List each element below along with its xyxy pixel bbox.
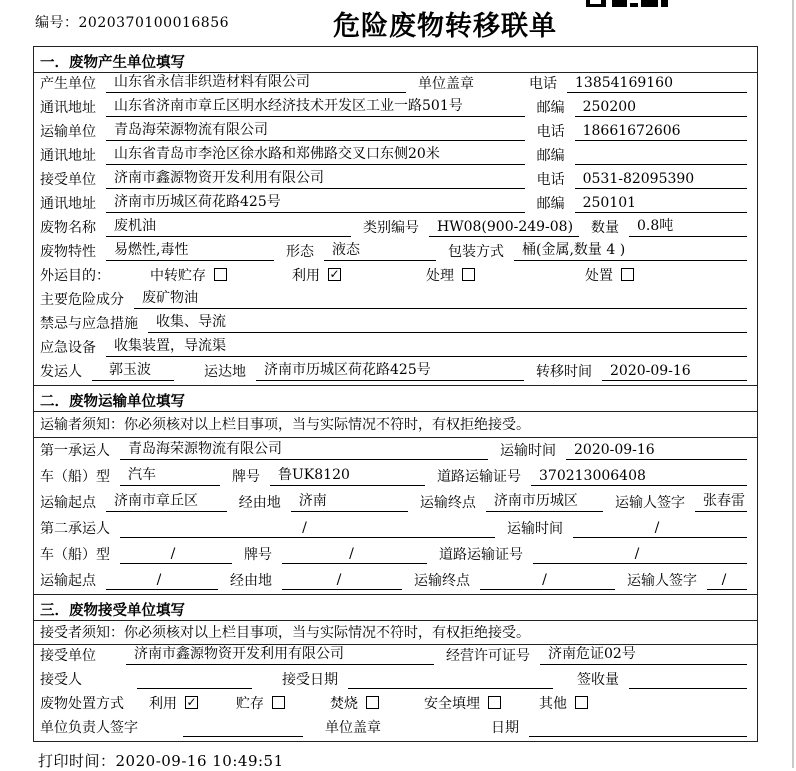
license-number-value: 济南危证02号 xyxy=(540,643,747,665)
first-via-label: 经由地 xyxy=(238,495,281,511)
section-receiver-title: 三．废物接受单位填写 xyxy=(34,595,757,621)
disposal-storage-label: 贮存 xyxy=(236,696,264,712)
first-plate-value: 鲁UK8120 xyxy=(270,464,425,486)
print-time-value: 2020-09-16 10:49:51 xyxy=(115,752,284,770)
disposal-option-utilize xyxy=(149,693,198,713)
waste-form-label: 形态 xyxy=(286,244,314,260)
manifest-form xyxy=(33,46,758,742)
receiver-phone-label: 电话 xyxy=(536,172,565,188)
unit-seal-label: 单位盖章 xyxy=(418,76,474,92)
waste-name-value: 废机油 xyxy=(106,215,351,237)
transport-unit-label: 运输单位 xyxy=(40,124,96,140)
row-receiver-unit xyxy=(34,169,757,193)
doc-number xyxy=(35,12,229,32)
first-carrier-label: 第一承运人 xyxy=(40,443,110,459)
first-destination-value: 济南市历城区 xyxy=(486,490,603,512)
second-origin-value: / xyxy=(106,572,218,590)
purpose-treat-label: 处理 xyxy=(426,268,454,284)
transporter-notice-text: 运输者须知：你必须核对以上栏目事项，当与实际情况不符时，有权拒绝接受。 xyxy=(40,416,530,433)
second-destination-label: 运输终点 xyxy=(414,573,470,589)
first-origin-value: 济南市章丘区 xyxy=(106,490,227,512)
row-first-route xyxy=(34,490,757,516)
row-first-vehicle xyxy=(34,464,757,490)
disposal-option-other xyxy=(539,693,588,713)
first-vehicle-type-value: 汽车 xyxy=(120,464,220,486)
first-road-permit-label: 道路运输证号 xyxy=(437,469,521,485)
arrival-place-label: 运达地 xyxy=(204,364,246,380)
arrival-place-value: 济南市历城区荷花路425号 xyxy=(256,359,524,381)
disposal-option-landfill xyxy=(424,693,501,713)
disposal-storage-checkbox[interactable] xyxy=(272,696,285,709)
second-destination-value: / xyxy=(480,572,615,590)
second-signature-label: 运输人签字 xyxy=(627,573,697,589)
row-receiver-address xyxy=(34,193,757,217)
row-emergency-measures xyxy=(34,313,757,337)
first-destination-label: 运输终点 xyxy=(419,495,476,511)
generator-zip-label: 邮编 xyxy=(536,100,565,116)
document-header xyxy=(0,0,796,46)
disposal-other-label: 其他 xyxy=(539,696,567,712)
unit-seal2-label: 单位盖章 xyxy=(325,720,381,736)
transporter-zip-value xyxy=(575,161,747,165)
first-road-permit-value: 370213006408 xyxy=(531,468,747,486)
row-second-vehicle xyxy=(34,542,757,568)
row-disposal-method xyxy=(34,693,757,717)
purpose-option-transit-storage xyxy=(150,265,227,285)
purpose-dispose-checkbox[interactable] xyxy=(621,268,634,281)
row-main-hazard xyxy=(34,289,757,313)
row-accepting-unit xyxy=(34,645,757,669)
disposal-utilize-checkbox[interactable]: ✓ xyxy=(186,695,197,709)
receiver-address-label: 通讯地址 xyxy=(40,196,96,212)
second-carrier-label: 第二承运人 xyxy=(40,521,110,537)
purpose-utilize-label: 利用 xyxy=(292,268,320,284)
generator-zip-value: 250200 xyxy=(575,99,747,117)
transfer-time-label: 转移时间 xyxy=(536,364,592,380)
row-receiver-notice xyxy=(34,621,757,645)
receiver-zip-value: 250101 xyxy=(575,195,747,213)
row-transporter-address xyxy=(34,145,757,169)
disposal-incinerate-checkbox[interactable] xyxy=(366,696,379,709)
row-transporter-notice xyxy=(34,412,757,438)
accept-date-value xyxy=(348,685,553,689)
waste-form-value: 液态 xyxy=(324,239,436,261)
packing-label: 包装方式 xyxy=(448,244,504,260)
second-plate-label: 牌号 xyxy=(244,547,272,563)
receiver-zip-label: 邮编 xyxy=(536,196,565,212)
row-waste-name xyxy=(34,217,757,241)
doc-number-label: 编号： xyxy=(35,15,79,31)
disposal-option-incinerate xyxy=(330,693,379,713)
quantity-label: 数量 xyxy=(591,220,619,236)
first-origin-label: 运输起点 xyxy=(40,495,96,511)
second-road-permit-label: 道路运输证号 xyxy=(439,547,523,563)
purpose-utilize-checkbox[interactable]: ✓ xyxy=(329,267,340,281)
first-via-value: 济南 xyxy=(291,490,408,512)
generator-unit-label: 产生单位 xyxy=(40,76,96,92)
second-via-value: / xyxy=(282,572,402,590)
row-transfer-purpose xyxy=(34,265,757,289)
main-hazard-value: 废矿物油 xyxy=(134,287,747,309)
second-via-label: 经由地 xyxy=(230,573,272,589)
generator-phone-label: 电话 xyxy=(529,76,557,92)
purpose-option-utilize xyxy=(292,265,341,285)
section-generator xyxy=(33,46,758,386)
section-transporter xyxy=(33,386,758,595)
disposal-incinerate-label: 焚烧 xyxy=(330,696,358,712)
seal-date-label: 日期 xyxy=(491,720,519,736)
waste-name-label: 废物名称 xyxy=(40,220,96,236)
disposal-utilize-label: 利用 xyxy=(149,696,177,712)
first-vehicle-type-label: 车（船）型 xyxy=(40,469,110,485)
acceptor-label: 接受人 xyxy=(40,672,82,688)
first-transport-time-label: 运输时间 xyxy=(500,443,556,459)
main-hazard-label: 主要危险成分 xyxy=(40,292,124,308)
receiver-unit-value: 济南市鑫源物资开发利用有限公司 xyxy=(106,167,525,189)
receiver-phone-value: 0531-82095390 xyxy=(575,171,747,189)
second-carrier-value: / xyxy=(120,520,495,538)
transport-unit-value: 青岛海荣源物流有限公司 xyxy=(106,119,525,141)
row-generator-unit xyxy=(34,73,757,97)
first-signature-value: 张春雷 xyxy=(695,490,747,512)
purpose-option-dispose xyxy=(585,265,634,285)
receiver-unit-label: 接受单位 xyxy=(40,172,96,188)
first-signature-label: 运输人签字 xyxy=(615,495,685,511)
seal-date-value xyxy=(529,733,747,737)
purpose-option-treat xyxy=(426,265,475,285)
receiver-notice-text: 接受者须知：你必须核对以上栏目事项，当与实际情况不符时，有权拒绝接受。 xyxy=(40,624,530,641)
transporter-address-label: 通讯地址 xyxy=(40,148,96,164)
emergency-equipment-value: 收集装置，导流渠 xyxy=(106,335,747,357)
received-qty-label: 签收量 xyxy=(577,672,619,688)
disposal-method-label: 废物处置方式 xyxy=(40,696,124,712)
second-transport-time-label: 运输时间 xyxy=(507,521,563,537)
accepting-unit-label: 接受单位 xyxy=(40,648,96,664)
row-shipper xyxy=(34,361,757,385)
page-title: 危险废物转移联单 xyxy=(333,11,557,42)
received-qty-value xyxy=(629,685,747,689)
emergency-measures-value: 收集、导流 xyxy=(148,311,747,333)
section-generator-title: 一．废物产生单位填写 xyxy=(34,47,757,73)
row-waste-trait xyxy=(34,241,757,265)
disposal-option-storage xyxy=(236,693,285,713)
row-generator-address xyxy=(34,97,757,121)
row-second-carrier xyxy=(34,516,757,542)
second-origin-label: 运输起点 xyxy=(40,573,96,589)
first-plate-label: 牌号 xyxy=(232,469,260,485)
row-transport-unit xyxy=(34,121,757,145)
second-transport-time-value: / xyxy=(573,520,747,538)
packing-value: 桶(金属,数量 4 ) xyxy=(514,239,747,261)
category-code-label: 类别编号 xyxy=(363,220,419,236)
generator-unit-value: 山东省永信非织造材料有限公司 xyxy=(106,71,406,93)
row-responsible-signature xyxy=(34,717,757,741)
emergency-equipment-label: 应急设备 xyxy=(40,340,96,356)
purpose-transit-storage-checkbox[interactable] xyxy=(214,268,227,281)
quantity-value: 0.8吨 xyxy=(629,215,747,237)
generator-address-label: 通讯地址 xyxy=(40,100,96,116)
license-number-label: 经营许可证号 xyxy=(446,648,530,664)
first-transport-time-value: 2020-09-16 xyxy=(566,442,747,460)
transfer-purpose-label: 外运目的： xyxy=(40,268,110,284)
second-vehicle-type-value: / xyxy=(120,546,232,564)
purpose-dispose-label: 处置 xyxy=(585,268,613,284)
waste-trait-label: 废物特性 xyxy=(40,244,96,260)
second-road-permit-value: / xyxy=(533,546,747,564)
responsible-signature-value xyxy=(183,733,303,737)
shipper-value: 郭玉波 xyxy=(92,359,174,381)
waste-trait-value: 易燃性,毒性 xyxy=(106,239,274,261)
row-first-carrier xyxy=(34,438,757,464)
second-plate-value: / xyxy=(282,546,427,564)
row-emergency-equipment xyxy=(34,337,757,361)
window-edge-divider xyxy=(792,0,794,768)
generator-address-value: 山东省济南市章丘区明水经济技术开发区工业一路501号 xyxy=(106,95,525,117)
responsible-signature-label: 单位负责人签字 xyxy=(40,720,138,736)
purpose-transit-storage-label: 中转贮存 xyxy=(150,268,206,284)
row-second-route xyxy=(34,568,757,594)
transporter-phone-label: 电话 xyxy=(536,124,565,140)
transfer-time-value: 2020-09-16 xyxy=(602,363,747,381)
print-time-label: 打印时间： xyxy=(38,752,116,770)
accept-date-label: 接受日期 xyxy=(282,672,338,688)
acceptor-value xyxy=(137,685,252,689)
section-transporter-title: 二．废物运输单位填写 xyxy=(34,386,757,412)
transporter-address-value: 山东省青岛市李沧区徐水路和郑佛路交叉口东侧20米 xyxy=(106,143,525,165)
disposal-other-checkbox[interactable] xyxy=(575,696,588,709)
disposal-landfill-checkbox[interactable] xyxy=(488,696,501,709)
purpose-treat-checkbox[interactable] xyxy=(462,268,475,281)
first-carrier-value: 青岛海荣源物流有限公司 xyxy=(120,438,488,460)
receiver-address-value: 济南市历城区荷花路425号 xyxy=(106,191,525,213)
transporter-zip-label: 邮编 xyxy=(536,148,565,164)
accepting-unit-value: 济南市鑫源物资开发利用有限公司 xyxy=(126,643,434,665)
transporter-phone-value: 18661672606 xyxy=(575,123,747,141)
row-acceptor xyxy=(34,669,757,693)
emergency-measures-label: 禁忌与应急措施 xyxy=(40,316,138,332)
category-code-value: HW08(900-249-08) xyxy=(429,219,579,237)
doc-number-value: 2020370100016856 xyxy=(78,15,230,31)
disposal-landfill-label: 安全填埋 xyxy=(424,696,480,712)
section-receiver xyxy=(33,595,758,742)
second-vehicle-type-label: 车（船）型 xyxy=(40,547,110,563)
second-signature-value: / xyxy=(707,572,747,590)
shipper-label: 发运人 xyxy=(40,364,82,380)
generator-phone-value: 13854169160 xyxy=(567,75,747,93)
